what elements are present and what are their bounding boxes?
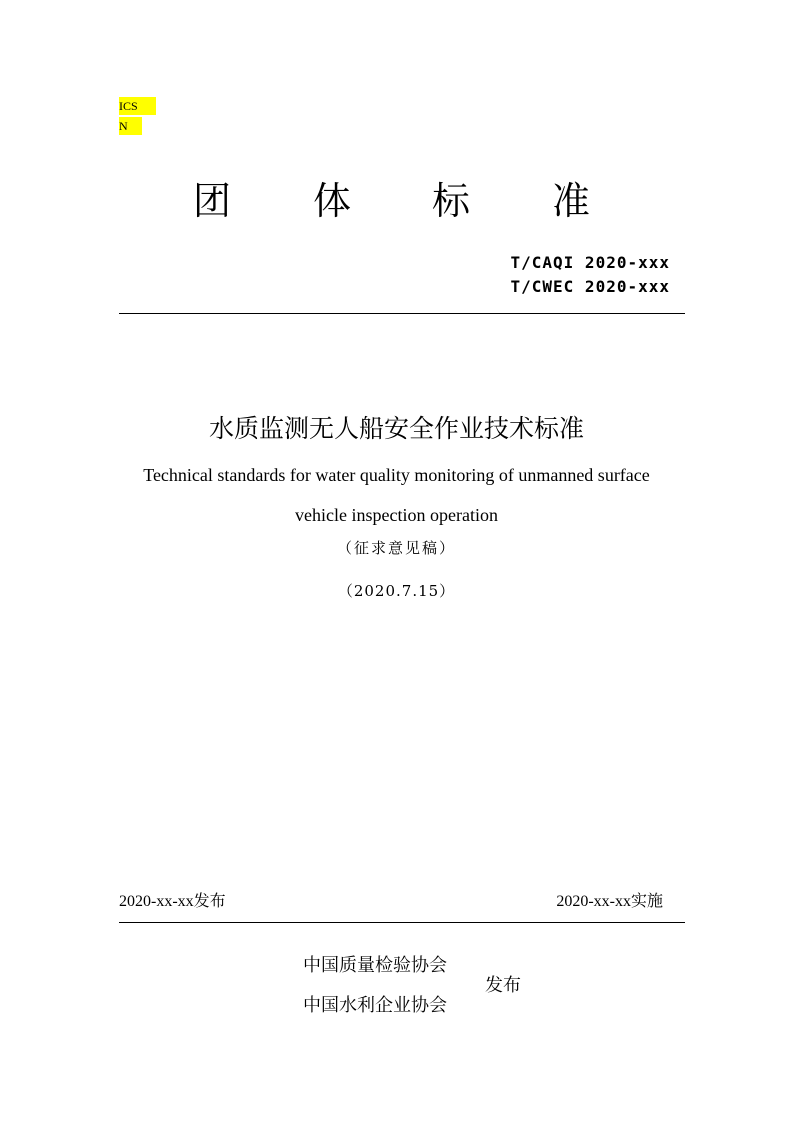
heading-char-3: 标 <box>432 179 471 223</box>
standard-code-cwec: T/CWEC 2020-xxx <box>510 277 670 296</box>
document-title-english-line2: vehicle inspection operation <box>295 505 498 525</box>
standard-type-heading <box>0 178 793 228</box>
publish-action: 发布 <box>485 975 521 996</box>
heading-char-1: 团 <box>193 179 232 223</box>
publisher-org-1: 中国质量检验协会 <box>303 955 447 976</box>
ics-text: ICS <box>119 97 156 115</box>
header-divider <box>119 313 685 314</box>
draft-label: （征求意见稿） <box>336 539 456 557</box>
document-title-chinese: 水质监测无人船安全作业技术标准 <box>208 414 584 443</box>
heading-char-4: 准 <box>552 179 591 223</box>
publish-date: 2020-xx-xx发布 <box>119 893 226 910</box>
ics-number-label <box>119 117 142 135</box>
draft-date: （2020.7.15） <box>337 582 456 600</box>
ics-label <box>119 97 156 115</box>
publisher-org-2: 中国水利企业协会 <box>303 995 447 1016</box>
document-title-english-line1: Technical standards for water quality monitoring of unmanned surface <box>143 465 650 485</box>
heading-char-2: 体 <box>313 179 352 223</box>
ics-number-text: N <box>119 117 142 135</box>
implement-date: 2020-xx-xx实施 <box>556 893 663 910</box>
footer-divider <box>119 922 685 923</box>
standard-code-caqi: T/CAQI 2020-xxx <box>510 253 670 272</box>
